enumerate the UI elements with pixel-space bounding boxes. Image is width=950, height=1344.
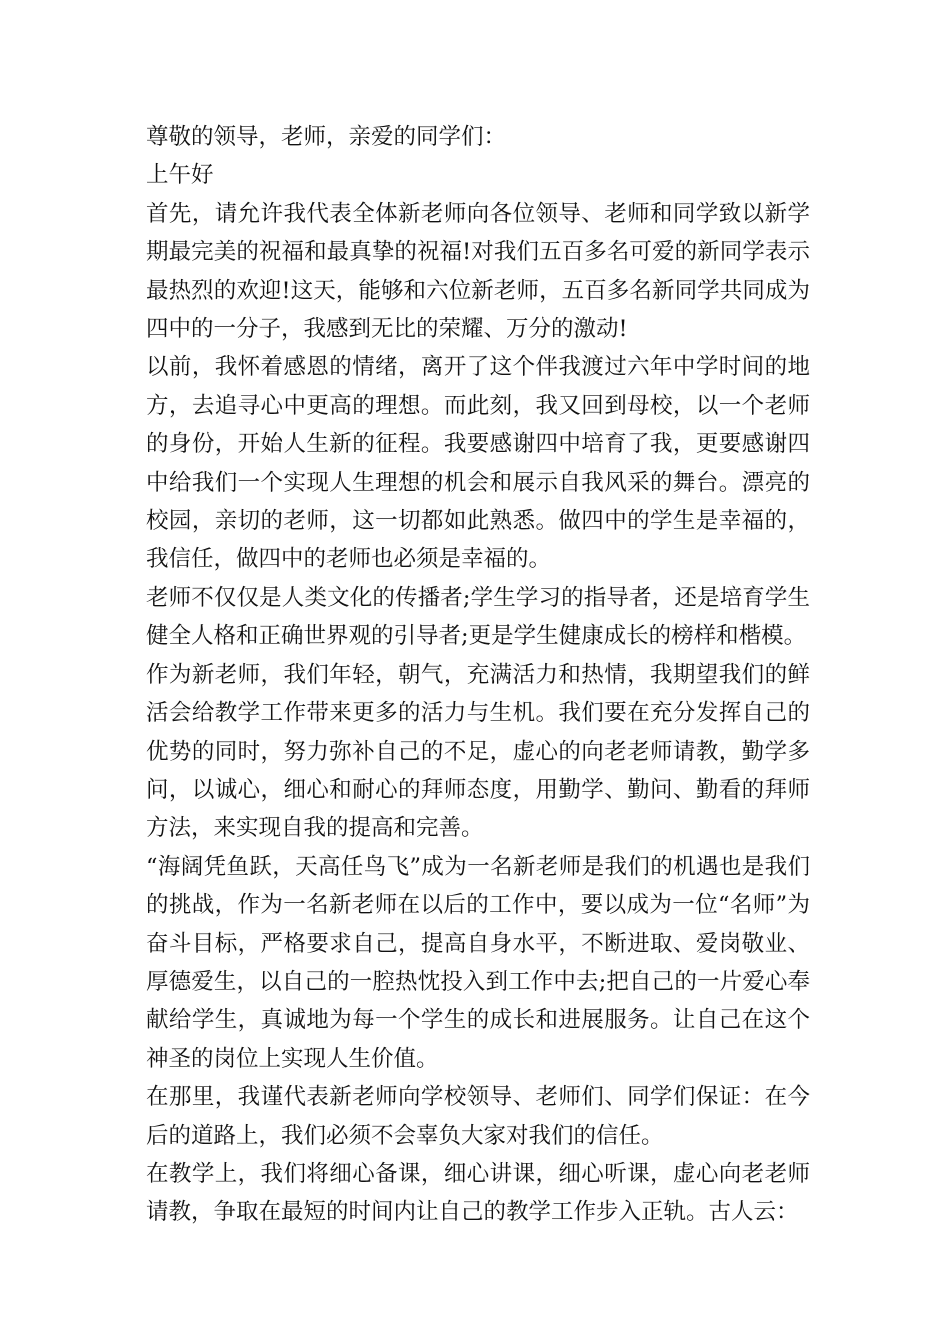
paragraph-teaching: 在教学上，我们将细心备课，细心讲课，细心听课，虚心向老老师请教，争取在最短的时间内让自己的教学工作步入正轨。古人云： xyxy=(146,1160,810,1226)
paragraph-gratitude: 以前，我怀着感恩的情绪，离开了这个伴我渡过六年中学时间的地方，去追寻心中更高的理想。而此刻，我又回到母校，以一个老师的身份，开始人生新的征程。我要感谢四中培育了我，更要感谢四中给我们一个实现人生理想的机会和展示自我风采的舞台。漂亮的校园，亲切的老师，这一切都如此熟悉。做四中的学生是幸福的，我信任，做四中的老师也必须是幸福的。 xyxy=(146,354,810,573)
greeting: 上午好 xyxy=(146,162,214,189)
paragraph-new-teachers: 作为新老师，我们年轻，朝气，充满活力和热情，我期望我们的鲜活会给教学工作带来更多的活力与生机。我们要在充分发挥自己的优势的同时，努力弥补自己的不足，虚心的向老老师请教，勤学多问，以诚心，细心和耐心的拜师态度，用勤学、勤问、勤看的拜师方法，来实现自我的提高和完善。 xyxy=(146,661,810,842)
document-body xyxy=(146,118,810,1232)
paragraph-welcome: 首先，请允许我代表全体新老师向各位领导、老师和同学致以新学期最完美的祝福和最真挚的祝福!对我们五百多名可爱的新同学表示最热烈的欢迎!这天，能够和六位新老师，五百多名新同学共同成为四中的一分子，我感到无比的荣耀、万分的激动! xyxy=(146,200,810,343)
paragraph-aspiration: “海阔凭鱼跃，天高任鸟飞”成为一名新老师是我们的机遇也是我们的挑战，作为一名新老师在以后的工作中，要以成为一位“名师”为奋斗目标，严格要求自己，提高自身水平，不断进取、爱岗敬业、厚德爱生，以自己的一腔热忱投入到工作中去;把自己的一片爱心奉献给学生，真诚地为每一个学生的成长和进展服务。让自己在这个神圣的岗位上实现人生价值。 xyxy=(146,853,810,1072)
paragraph-pledge: 在那里，我谨代表新老师向学校领导、老师们、同学们保证：在今后的道路上，我们必须不会辜负大家对我们的信任。 xyxy=(146,1084,810,1149)
paragraph-teacher-role: 老师不仅仅是人类文化的传播者;学生学习的指导者，还是培育学生健全人格和正确世界观的引导者;更是学生健康成长的榜样和楷模。 xyxy=(146,584,810,650)
salutation: 尊敬的领导，老师，亲爱的同学们： xyxy=(146,124,507,150)
